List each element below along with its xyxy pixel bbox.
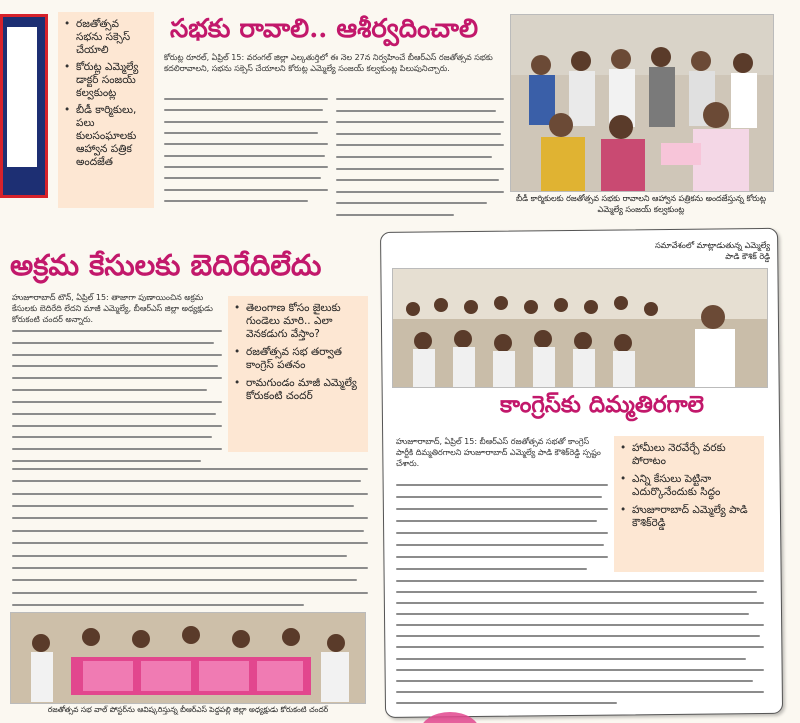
meeting-photo-illustration bbox=[393, 269, 767, 387]
bullet-item: • కోరుట్ల ఎమ్మెల్యే డాక్టర్ సంజయ్ కల్వకుంట్ల bbox=[64, 61, 148, 100]
bullet-item: • ఎన్ని కేసులు పెట్టినా ఎదుర్కొనేందుకు సిద్ధం bbox=[620, 473, 758, 499]
bullet-item: • బీడీ కార్మికులు, పలు కులసంఘాలకు ఆహ్వాన పత్రిక అందజేత bbox=[64, 104, 148, 169]
article2-bullet-box bbox=[228, 296, 368, 452]
article2-body-full bbox=[12, 468, 368, 606]
article1-headline: సభకు రావాలి.. ఆశీర్వదించాలి bbox=[170, 14, 479, 44]
article3-photo-caption: సమావేశంలో మాట్లాడుతున్న ఎమ్మెల్యే పాడి కౌశిక్ రెడ్డి bbox=[655, 241, 770, 261]
crowd-photo-illustration bbox=[511, 15, 773, 191]
article2-lead: హుజూరాబాద్ టౌన్, ఏప్రిల్ 15: తాజాగా పుణాయించిన అక్రమ కేసులకు బెదిరేది లేదని మాజీ ఎమ్మెల్యే, బీఆర్ఎస్ జిల్లా అధ్యక్షుడు కోరుకంటి చందర్ అన్నారు. bbox=[12, 293, 213, 324]
article1-body-col1 bbox=[164, 98, 328, 202]
article3-lead: హుజూరాబాద్, ఏప్రిల్ 15: బీఆర్ఎస్ రజతోత్సవ సభతో కాంగ్రెస్ పార్టీకి దిమ్మతిరగాలని హుజూరాబాద్ ఎమ్మెల్యే పాడి కౌశిక్‌రెడ్డి స్పష్టం చేశారు. bbox=[396, 437, 601, 468]
top-left-bullet-box bbox=[58, 12, 154, 208]
article3-bullet-box bbox=[614, 436, 764, 572]
article2-body-col bbox=[12, 330, 222, 462]
article3-photo bbox=[392, 268, 768, 388]
bottom-decorative-graphic bbox=[420, 712, 480, 723]
article1-photo bbox=[510, 14, 774, 192]
article2-headline: అక్రమ కేసులకు బెదిరేదిలేదు bbox=[10, 248, 322, 282]
article3-headline: కాంగ్రెస్‌కు దిమ్మతిరగాలె bbox=[500, 391, 704, 418]
poster-launch-illustration bbox=[11, 613, 365, 703]
article1-body-col2 bbox=[336, 98, 504, 216]
bullet-item: • హామీలు నెరవేర్చే వరకు పోరాటం bbox=[620, 442, 758, 468]
article1-lead: కోరుట్ల రూరల్, ఏప్రిల్ 15: వరంగల్ జిల్లా ఎల్కతుర్తిలో ఈ నెల 27న నిర్వహించే బీఆర్ఎస్ రజతోత్సవ సభకు కదలిరావాలని, సభను సక్సెస్ చేయాలని కోరుట్ల ఎమ్మెల్యే సంజయ్ కల్వకుంట్ల పిలుపునిచ్చారు. bbox=[164, 53, 493, 73]
article2-photo bbox=[10, 612, 366, 704]
article1-photo-caption: బీడీ కార్మికులకు రజతోత్సవ సభకు రావాలని ఆహ్వాన పత్రికను అందజేస్తున్న కోరుట్ల ఎమ్మెల్యే సంజయ్ కల్వకుంట్ల bbox=[515, 194, 766, 214]
left-edge-ad bbox=[0, 14, 48, 198]
article3-body-full bbox=[396, 580, 764, 704]
bullet-item: • రజతోత్సవ సభను సక్సెస్ చేయాలి bbox=[64, 18, 148, 57]
article2-photo-caption: రజతోత్సవ సభ వాల్ పోస్టర్‌ను ఆవిష్కరిస్తున్న బీఆర్ఎస్ పెద్దపల్లి జిల్లా అధ్యక్షుడు కోరుకంటి చందర్ bbox=[47, 705, 329, 714]
bullet-item: • రామగుండం మాజీ ఎమ్మెల్యే కోరుకంటి చందర్ bbox=[234, 377, 362, 403]
bullet-item: • రజతోత్సవ సభ తర్వాత కాంగ్రెస్ పతనం bbox=[234, 346, 362, 372]
article3-body-col bbox=[396, 484, 608, 570]
bullet-item: • తెలంగాణ కోసం జైలుకు గుండెలు మారి.. ఎలా వెనకడుగు వేస్తాం? bbox=[234, 302, 362, 341]
bullet-item: • హుజూరాబాద్ ఎమ్మెల్యే పాడి కౌశిక్‌రెడ్డి bbox=[620, 504, 758, 530]
